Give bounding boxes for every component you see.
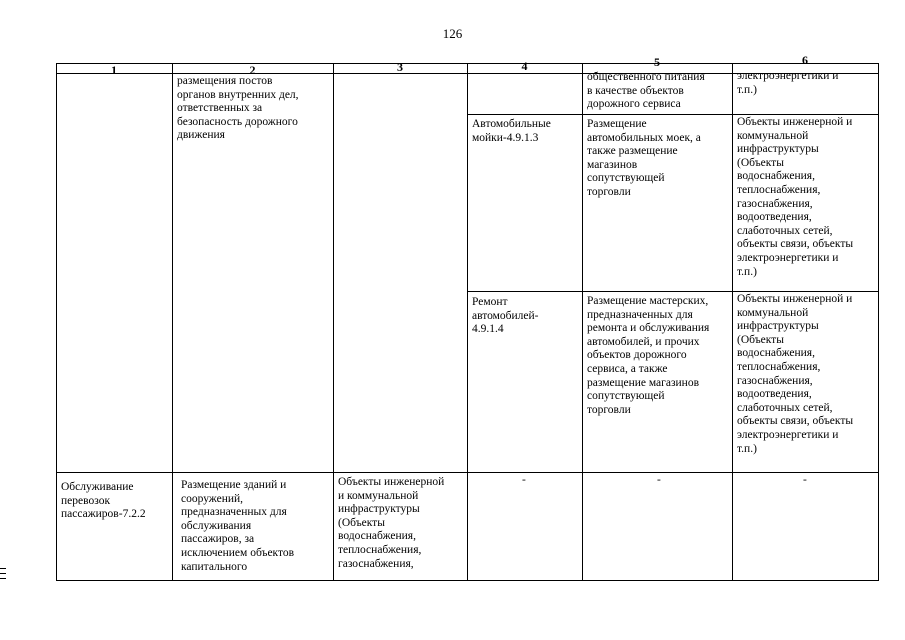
wash-row-col5: Размещение автомобильных моек, а также размещение магазинов сопутствующей торговли (587, 118, 701, 198)
col-border-left (56, 63, 57, 580)
col-border-right (878, 63, 879, 580)
passengers-row-col4: - (522, 474, 526, 486)
scan-edge-mark (0, 573, 6, 574)
repair-row-col5: Размещение мастерских, предназначенных для ремонта и обслуживания автомобилей, и прочих объектов дорожного сервиса, а также размещение магазинов сопутствующей торговли (587, 295, 710, 416)
col-border-4-5 (582, 63, 583, 580)
page-number: 126 (442, 26, 463, 41)
wash-row-col4: Автомобильные мойки-4.9.1.3 (472, 118, 551, 144)
wash-row-col6: Объекты инженерной и коммунальной инфраструктуры (Объекты водоснабжения, теплоснабжения, газоснабжения, водоотведения, слаботочных сетей, объекты связи, объекты электроэнергетики и т.п.) (737, 116, 854, 278)
passengers-row-col1: Обслуживание перевозок пассажиров-7.2.2 (61, 481, 146, 521)
cont-row-col6: электроэнергетики и т.п.) (737, 70, 839, 96)
header-col-1: 1 (111, 63, 117, 77)
scan-edge-mark (0, 578, 6, 579)
passengers-row-col3: Объекты инженерной и коммунальной инфраструктуры (Объекты водоснабжения, теплоснабжения, газоснабжения, (338, 476, 445, 570)
header-col-3: 3 (397, 60, 403, 74)
repair-row-col6: Объекты инженерной и коммунальной инфраструктуры (Объекты водоснабжения, теплоснабжения, газоснабжения, водоотведения, слаботочных сетей, объекты связи, объекты электроэнергетики и т.п.) (737, 293, 854, 455)
scan-edge-mark (0, 568, 6, 569)
col-border-3-4 (467, 63, 468, 580)
row-separator-repair (467, 291, 879, 292)
cont-row-col5: общественного питания в качестве объектов дорожного сервиса (587, 71, 705, 111)
col-border-1-2 (172, 63, 173, 580)
passengers-row-col2: Размещение зданий и сооружений, предназначенных для обслуживания пассажиров, за исключением объектов капитального (181, 479, 295, 573)
header-col-6: 6 (802, 53, 808, 67)
col-border-2-3 (333, 63, 334, 580)
cont-row-col2: размещения постов органов внутренних дел, ответственных за безопасность дорожного движения (177, 75, 299, 142)
passengers-row-col5: - (657, 474, 661, 486)
row-separator-wash (467, 114, 879, 115)
header-col-5: 5 (654, 55, 660, 69)
header-col-4: 4 (521, 59, 528, 73)
repair-row-col4: Ремонт автомобилей- 4.9.1.4 (472, 296, 539, 336)
table-bottom-border (56, 580, 879, 581)
col-border-5-6 (732, 63, 733, 580)
passengers-row-col6: - (803, 474, 807, 486)
header-col-2: 2 (249, 63, 256, 77)
